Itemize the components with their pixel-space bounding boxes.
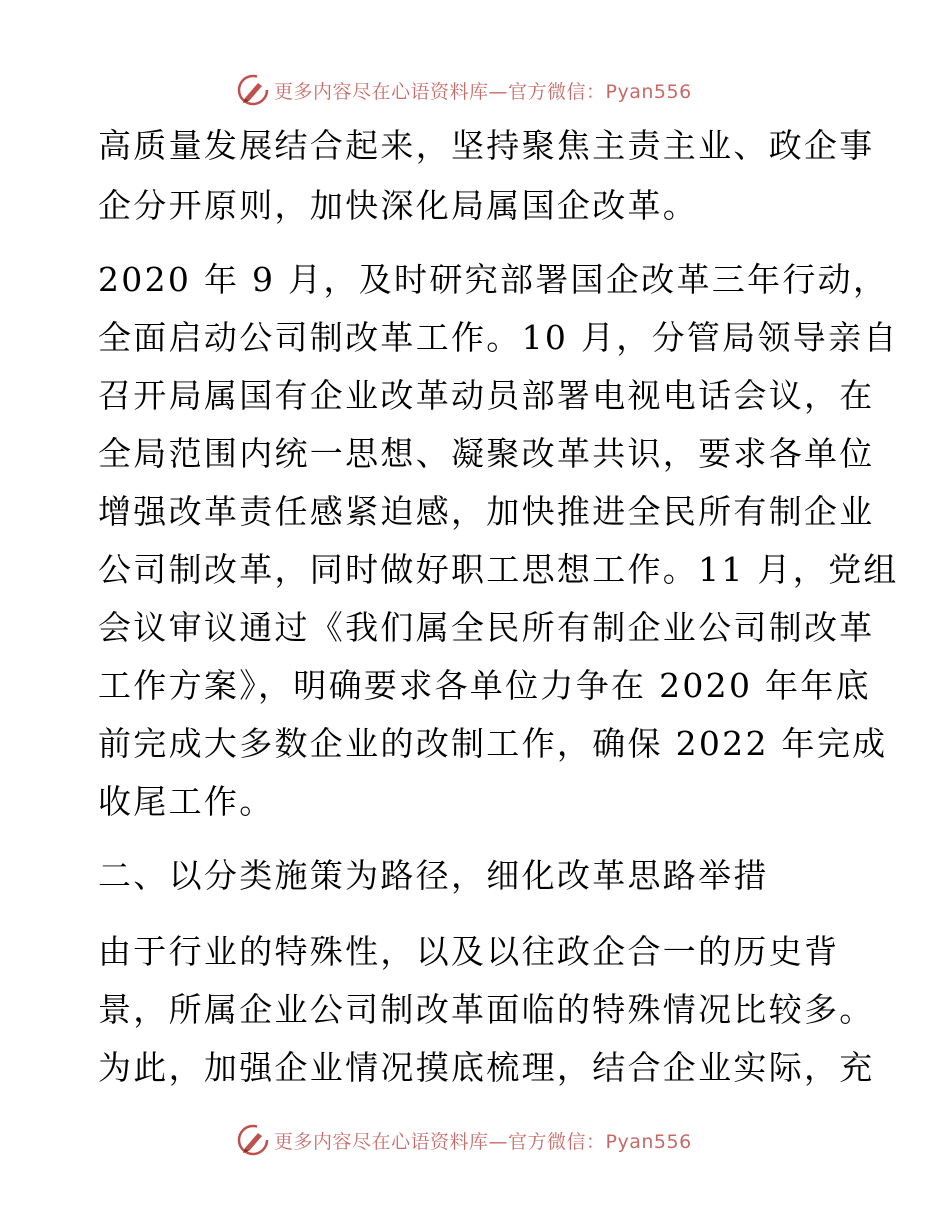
watermark-text: 更多内容尽在心语资料库—官方微信：Pyan556 bbox=[274, 1130, 692, 1153]
pen-seal-logo-icon bbox=[236, 73, 270, 107]
watermark-text: 更多内容尽在心语资料库—官方微信：Pyan556 bbox=[274, 80, 692, 103]
text-line: 全面启动公司制改革工作。10 月，分管局领导亲自 bbox=[98, 318, 899, 357]
pen-seal-logo-icon bbox=[236, 1123, 270, 1157]
text-line: 公司制改革，同时做好职工思想工作。11 月，党组 bbox=[98, 550, 899, 589]
text-line: 企分开原则，加快深化局属国企改革。 bbox=[98, 186, 699, 225]
text-line: 2020 年 9 月，及时研究部署国企改革三年行动， bbox=[98, 260, 889, 299]
section-heading: 二、以分类施策为路径，细化改革思路举措 bbox=[98, 856, 769, 895]
text-line: 收尾工作。 bbox=[98, 782, 275, 821]
text-line: 增强改革责任感紧迫感，加快推进全民所有制企业 bbox=[98, 492, 875, 531]
text-line: 前完成大多数企业的改制工作，确保 2022 年完成 bbox=[98, 724, 888, 763]
watermark-header bbox=[236, 72, 692, 108]
text-line: 全局范围内统一思想、凝聚改革共识，要求各单位 bbox=[98, 434, 875, 473]
text-line: 由于行业的特殊性，以及以往政企合一的历史背 bbox=[98, 932, 840, 971]
text-line: 工作方案》，明确要求各单位力争在 2020 年年底 bbox=[98, 666, 871, 705]
text-line: 会议审议通过《我们属全民所有制企业公司制改革 bbox=[98, 608, 875, 647]
text-line: 景，所属企业公司制改革面临的特殊情况比较多。 bbox=[98, 990, 875, 1029]
text-line: 召开局属国有企业改革动员部署电视电话会议，在 bbox=[98, 376, 875, 415]
text-line: 为此，加强企业情况摸底梳理，结合企业实际，充 bbox=[98, 1048, 875, 1087]
watermark-footer bbox=[236, 1122, 692, 1158]
text-line: 高质量发展结合起来，坚持聚焦主责主业、政企事 bbox=[98, 126, 875, 165]
